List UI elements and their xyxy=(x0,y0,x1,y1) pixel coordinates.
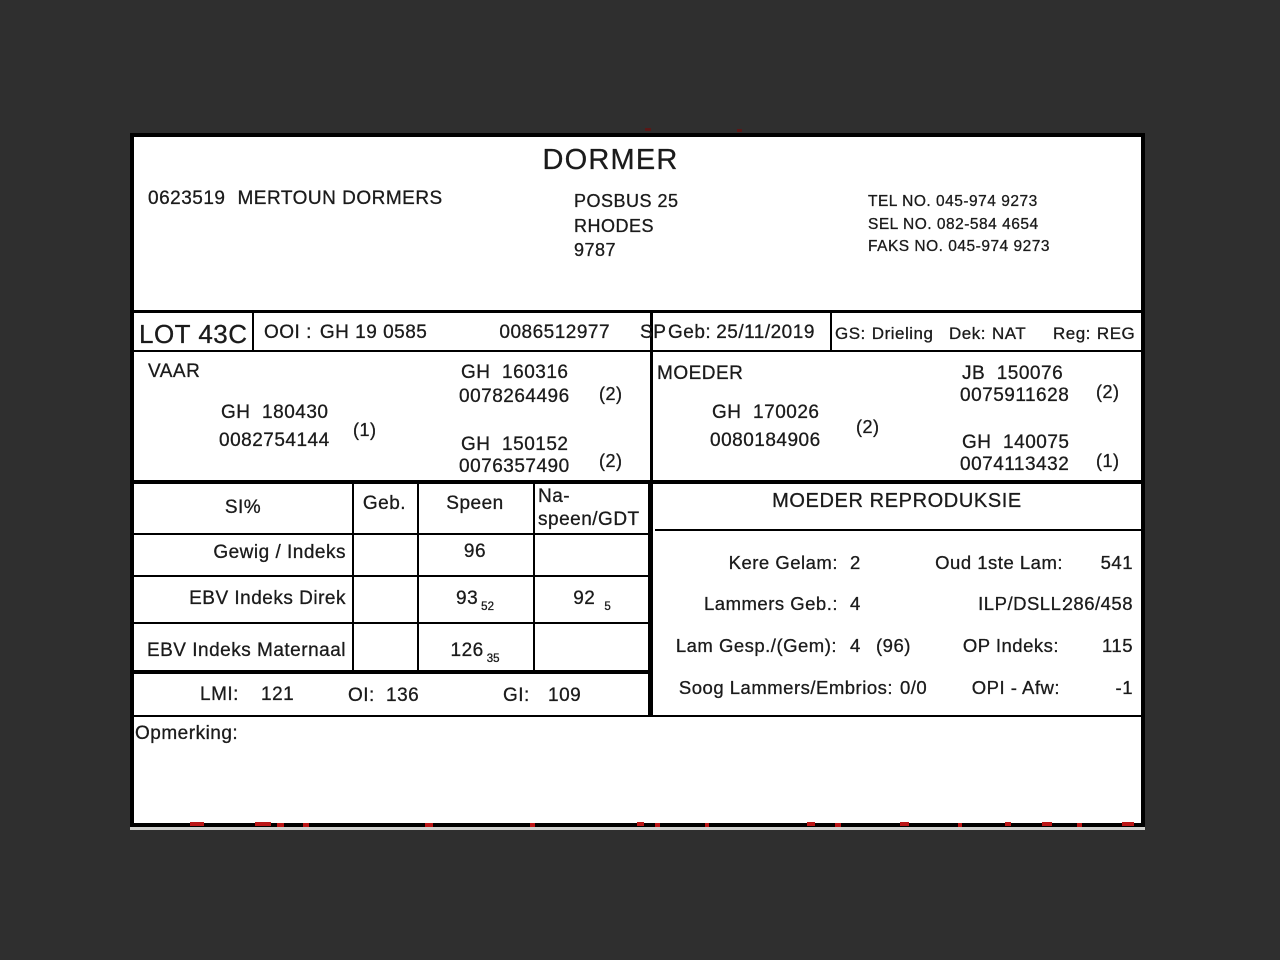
contact-faks: FAKS NO. 045-974 9273 xyxy=(868,238,1050,255)
sire-gp1-number: 0078264496 xyxy=(459,386,570,407)
contact-tel: TEL NO. 045-974 9273 xyxy=(868,193,1038,210)
reproduction-title: MOEDER REPRODUKSIE xyxy=(772,490,1022,512)
sire-gp1-note: (2) xyxy=(599,384,623,404)
dam-gp2-number: 0074113432 xyxy=(960,454,1070,475)
sire-number: 0082754144 xyxy=(219,430,330,451)
dam-section-label: MOEDER xyxy=(657,363,744,384)
si-row-label: EBV Indeks Maternaal xyxy=(146,640,346,661)
oi-value: 136 xyxy=(386,685,420,706)
rep-left-label: Kere Gelam: xyxy=(728,552,838,573)
gi-value: 109 xyxy=(548,685,582,706)
gi-label: GI: xyxy=(503,685,530,706)
scan-artifact-mark xyxy=(807,822,815,826)
ooi-registration-number: 0086512977 xyxy=(499,322,611,343)
si-value-text: 92 xyxy=(573,588,596,609)
ooi-label: OOI : xyxy=(264,322,312,343)
si-accuracy-sub: 35 xyxy=(486,653,500,665)
breeder-contact xyxy=(868,191,1050,259)
rep-left-label: Lam Gesp./(Gem): xyxy=(675,635,837,656)
rep-left-extra: (96) xyxy=(876,635,911,656)
divider-pedigree-bottom xyxy=(134,480,1141,484)
scan-artifact-mark xyxy=(645,128,651,131)
page-title: DORMER xyxy=(542,144,679,176)
lmi-label: LMI: xyxy=(200,684,239,705)
ooi-flag: SP xyxy=(640,322,667,343)
ewe-id-cell xyxy=(264,322,666,344)
breeder-name: MERTOUN DORMERS xyxy=(237,188,443,209)
geb-value: 25/11/2019 xyxy=(716,322,815,343)
oi-label: OI: xyxy=(348,685,375,706)
scan-artifact-mark xyxy=(737,129,742,132)
sire-gp1-id: GH 160316 xyxy=(461,362,569,383)
rep-left-value: 0/0 xyxy=(900,677,928,698)
rep-right-value: 286/458 xyxy=(1062,593,1133,614)
si-table-bottom xyxy=(134,670,653,674)
si-accuracy-sub: 5 xyxy=(604,601,611,613)
contact-sel: SEL NO. 082-584 4654 xyxy=(868,215,1039,233)
si-row-line-1 xyxy=(134,533,653,535)
birthdate-cell xyxy=(668,322,815,344)
rep-right-value: -1 xyxy=(1115,677,1133,698)
lmi-value: 121 xyxy=(261,684,295,705)
mating-type-pair xyxy=(949,324,1026,344)
rep-right-value: 115 xyxy=(1102,635,1133,656)
scan-artifact-mark xyxy=(1122,822,1134,826)
lot-number: LOT 43C xyxy=(139,319,248,349)
sire-gp2-note: (2) xyxy=(599,451,623,471)
rep-right-label: ILP/DSLL: xyxy=(978,593,1067,614)
scan-artifact-mark xyxy=(255,822,271,826)
dam-note: (2) xyxy=(856,417,880,437)
rep-right-label: OPI - Afw: xyxy=(971,677,1060,698)
registration-pair xyxy=(1053,324,1135,344)
geb-label: Geb: xyxy=(668,322,712,343)
reproduction-row xyxy=(653,593,1141,619)
address-line-3: 9787 xyxy=(574,240,617,260)
address-line-1: POSBUS 25 xyxy=(574,191,679,211)
reproduction-title-underline xyxy=(655,529,1141,531)
si-header-naspeen-line1: Na- xyxy=(538,486,571,507)
si-value-maternaal-speen xyxy=(417,640,533,665)
si-header-speen: Speen xyxy=(446,493,504,514)
si-header-geb: Geb. xyxy=(362,493,407,514)
rep-right-label: OP Indeks: xyxy=(962,635,1059,656)
si-row-label: Gewig / Indeks xyxy=(213,542,346,563)
reg-label: Reg: xyxy=(1053,324,1091,343)
reg-value: REG xyxy=(1096,324,1136,343)
dam-gp1-id: JB 150076 xyxy=(962,363,1064,384)
dam-gp1-note: (2) xyxy=(1096,382,1120,402)
sire-section-label: VAAR xyxy=(148,361,201,382)
dam-gp2-note: (1) xyxy=(1096,451,1120,471)
rep-right-value: 541 xyxy=(1100,552,1133,573)
dam-gp2-id: GH 140075 xyxy=(962,432,1070,453)
reproduction-row xyxy=(653,635,1141,661)
divider-lot-cell-3 xyxy=(830,313,832,350)
document-page xyxy=(130,133,1145,827)
reproduction-row xyxy=(653,552,1141,578)
remarks-label: Opmerking: xyxy=(135,723,239,744)
address-line-2: RHODES xyxy=(574,215,655,236)
sire-note: (1) xyxy=(353,420,377,440)
divider-lot-bottom xyxy=(134,350,1141,352)
reproduction-row xyxy=(653,677,1141,703)
birth-status-pair xyxy=(835,324,933,344)
si-value-gewig-speen xyxy=(417,541,533,563)
divider-remarks-top xyxy=(134,715,1141,717)
si-row-line-2 xyxy=(134,575,653,577)
scan-artifact-mark xyxy=(1005,822,1011,826)
scan-artifact-mark xyxy=(1042,822,1052,826)
si-row-label: EBV Indeks Direk xyxy=(189,588,346,609)
dek-value: NAT xyxy=(991,324,1027,343)
dam-gp1-number: 0075911628 xyxy=(960,385,1070,406)
si-value-direk-speen xyxy=(417,588,533,613)
page-bottom-edge xyxy=(130,827,1145,830)
sire-id: GH 180430 xyxy=(221,402,329,423)
gs-value: Drieling xyxy=(871,324,934,343)
si-value-direk-naspeen xyxy=(533,588,651,613)
rep-left-label: Lammers Geb.: xyxy=(704,593,838,614)
si-col-line-3 xyxy=(533,484,535,670)
sire-gp2-number: 0076357490 xyxy=(459,456,570,477)
divider-lot-cell-1 xyxy=(252,313,254,350)
sire-gp2-id: GH 150152 xyxy=(461,434,569,455)
si-value-text: 93 xyxy=(456,588,479,609)
si-header-si: SI% xyxy=(224,497,262,518)
rep-left-label: Soog Lammers/Embrios: xyxy=(678,677,893,698)
gs-label: GS: xyxy=(835,324,866,343)
si-accuracy-sub: 52 xyxy=(481,601,494,613)
ooi-id: GH 19 0585 xyxy=(319,322,428,343)
breeder-number: 0623519 xyxy=(148,188,226,209)
breeder-line xyxy=(148,188,443,210)
dam-id: GH 170026 xyxy=(712,402,820,423)
divider-lot-top xyxy=(134,310,1141,313)
dam-number: 0080184906 xyxy=(710,430,821,451)
si-row-line-3 xyxy=(134,622,653,624)
breeder-address xyxy=(574,189,679,263)
si-value-text: 126 xyxy=(450,640,484,661)
rep-left-value: 4 xyxy=(850,635,861,656)
rep-left-value: 4 xyxy=(850,593,861,614)
rep-right-label: Oud 1ste Lam: xyxy=(935,552,1063,573)
scan-artifact-mark xyxy=(190,822,204,826)
scan-artifact-mark xyxy=(637,822,644,826)
si-value-text: 96 xyxy=(463,541,487,562)
dek-label: Dek: xyxy=(949,324,986,343)
scan-artifact-mark xyxy=(900,822,909,826)
rep-left-value: 2 xyxy=(850,552,861,573)
si-header-naspeen-line2: speen/GDT xyxy=(538,509,640,530)
